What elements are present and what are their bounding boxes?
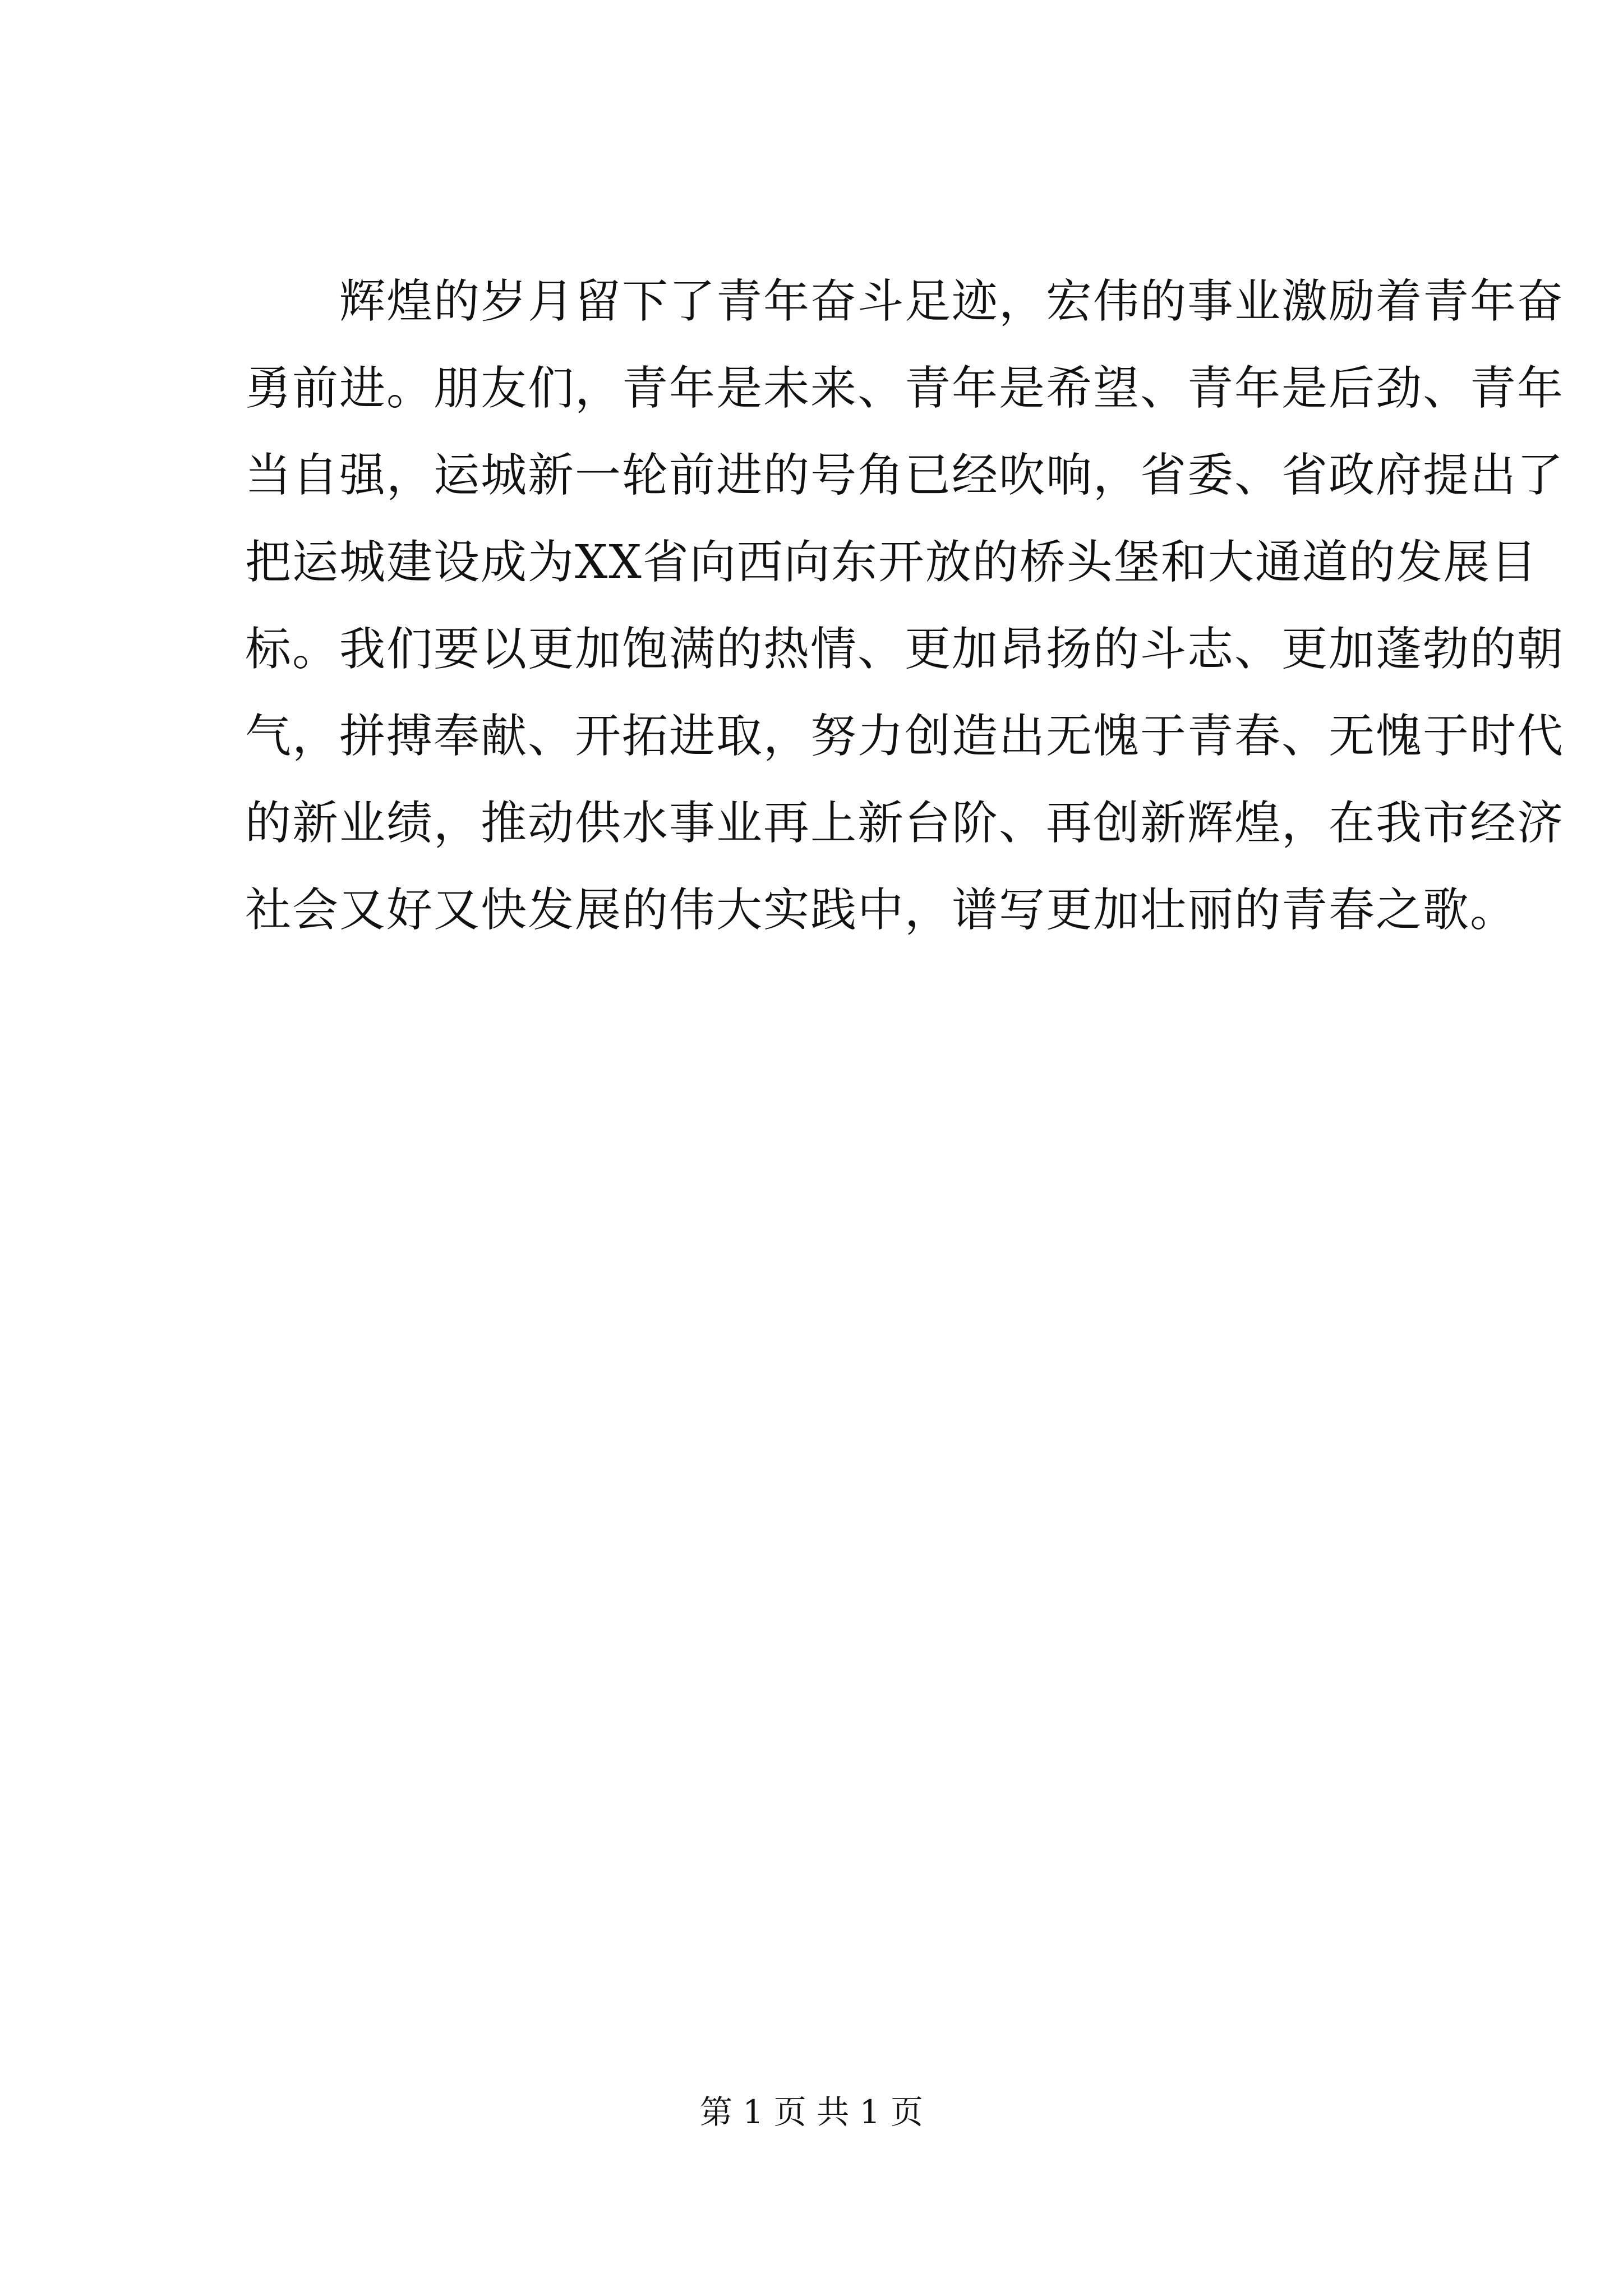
body-paragraph bbox=[245, 258, 1565, 954]
paragraph-line: 气，拼搏奉献、开拓进取，努力创造出无愧于青春、无愧于时代 bbox=[245, 710, 1565, 763]
paragraph-line: 社会又好又快发展的伟大实践中，谱写更加壮丽的青春之歌。 bbox=[245, 884, 1518, 937]
paragraph-line: 勇前进。朋友们，青年是未来、青年是希望、青年是后劲、青年 bbox=[245, 362, 1565, 415]
page-number-footer: 第 1 页 共 1 页 bbox=[700, 2093, 923, 2131]
paragraph-line: 标。我们要以更加饱满的热情、更加昂扬的斗志、更加蓬勃的朝 bbox=[245, 623, 1565, 676]
paragraph-line: 把运城建设成为XX省向西向东开放的桥头堡和大通道的发展目 bbox=[245, 536, 1538, 589]
paragraph-line: 辉煌的岁月留下了青年奋斗足迹，宏伟的事业激励着青年奋 bbox=[245, 275, 1565, 328]
paragraph-line: 的新业绩，推动供水事业再上新台阶、再创新辉煌，在我市经济 bbox=[245, 797, 1565, 850]
paragraph-line: 当自强，运城新一轮前进的号角已经吹响，省委、省政府提出了 bbox=[245, 449, 1565, 502]
